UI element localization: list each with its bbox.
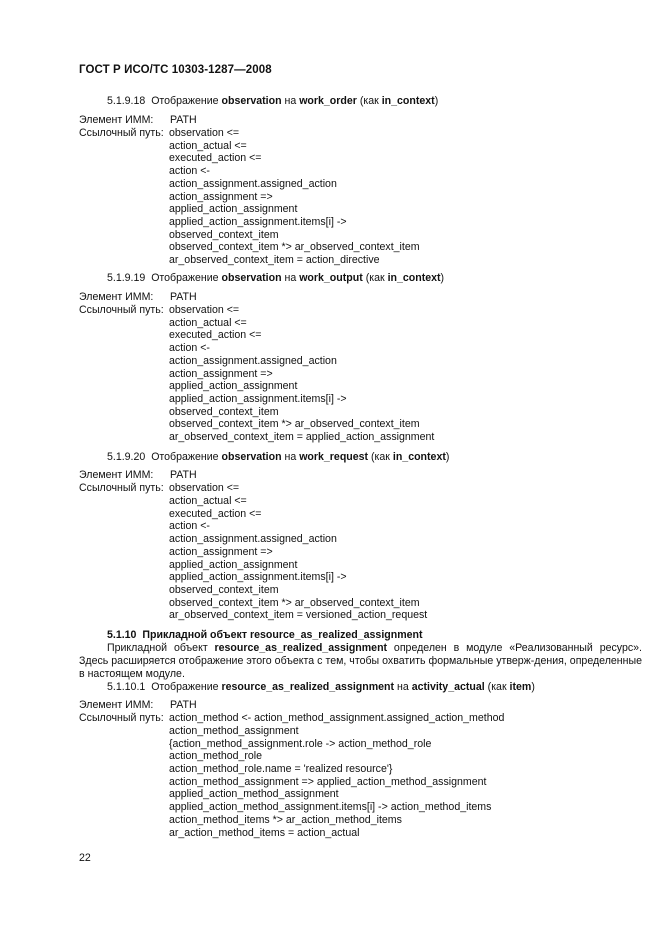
path-line: applied_action_assignment.items[i] ->: [169, 216, 347, 228]
path-line: action_assignment =>: [169, 368, 273, 380]
ref-path-label: Ссылочный путь:: [79, 304, 164, 316]
section-paragraph: Прикладной объект resource_as_realized_assignment определен в модуле «Реализованный ресурс». Здесь расширяется отображение этого объекта с тем, чтобы охватить формальные утверж-дения, определенные в настоящем модуле.: [79, 642, 642, 680]
path-line: action_assignment.assigned_action: [169, 355, 337, 367]
page-number: 22: [79, 852, 91, 864]
path-line: applied_action_method_assignment.items[i] -> action_method_items: [169, 801, 492, 813]
path-line: executed_action <=: [169, 508, 262, 520]
path-line: action_assignment =>: [169, 546, 273, 558]
document-header: ГОСТ Р ИСО/ТС 10303-1287—2008: [79, 64, 272, 76]
section-heading-5-1-9-19: 5.1.9.19 Отображение observation на work_output (как in_context): [107, 272, 445, 284]
path-line: applied_action_method_assignment: [169, 788, 339, 800]
path-line: applied_action_assignment: [169, 380, 298, 392]
element-label: Элемент ИММ:: [79, 469, 154, 481]
element-label: Элемент ИММ:: [79, 291, 154, 303]
path-line: observation <=: [169, 482, 240, 494]
path-line: action_method_assignment: [169, 725, 299, 737]
path-line: executed_action <=: [169, 152, 262, 164]
path-line: ar_action_method_items = action_actual: [169, 827, 360, 839]
section-heading-5-1-9-18: 5.1.9.18 Отображение observation на work_order (как in_context): [107, 95, 439, 107]
path-line: observation <=: [169, 304, 240, 316]
path-line: action_method_role.name = 'realized resource'}: [169, 763, 393, 775]
path-line: ar_observed_context_item = versioned_action_request: [169, 609, 428, 621]
path-line: action <-: [169, 165, 210, 177]
path-line: observed_context_item *> ar_observed_context_item: [169, 418, 420, 430]
element-label: Элемент ИММ:: [79, 114, 154, 126]
path-line: action_method_role: [169, 750, 263, 762]
path-line: applied_action_assignment: [169, 559, 298, 571]
path-line: action_actual <=: [169, 140, 247, 152]
ref-path-label: Ссылочный путь:: [79, 712, 164, 724]
path-line: action_method_assignment => applied_action_method_assignment: [169, 776, 487, 788]
section-heading-5-1-10-1: 5.1.10.1 Отображение resource_as_realized_assignment на activity_actual (как item): [107, 681, 535, 693]
path-line: observed_context_item *> ar_observed_context_item: [169, 241, 420, 253]
element-value: PATH: [170, 699, 197, 711]
path-line: observation <=: [169, 127, 240, 139]
path-line: applied_action_assignment: [169, 203, 298, 215]
element-value: PATH: [170, 291, 197, 303]
element-label: Элемент ИММ:: [79, 699, 154, 711]
section-heading-5-1-10: 5.1.10 Прикладной объект resource_as_realized_assignment: [107, 629, 423, 641]
ref-path-label: Ссылочный путь:: [79, 482, 164, 494]
path-line: applied_action_assignment.items[i] ->: [169, 571, 347, 583]
element-value: PATH: [170, 469, 197, 481]
path-line: applied_action_assignment.items[i] ->: [169, 393, 347, 405]
path-line: action_assignment.assigned_action: [169, 533, 337, 545]
element-value: PATH: [170, 114, 197, 126]
path-line: action_assignment =>: [169, 191, 273, 203]
path-line: observed_context_item: [169, 584, 279, 596]
path-line: action <-: [169, 342, 210, 354]
path-line: observed_context_item *> ar_observed_context_item: [169, 597, 420, 609]
path-line: action_method <- action_method_assignment.assigned_action_method: [169, 712, 505, 724]
path-line: observed_context_item: [169, 406, 279, 418]
path-line: ar_observed_context_item = applied_action_assignment: [169, 431, 435, 443]
path-line: {action_method_assignment.role -> action_method_role: [169, 738, 432, 750]
path-line: action_method_items *> ar_action_method_items: [169, 814, 402, 826]
path-line: action_assignment.assigned_action: [169, 178, 337, 190]
path-line: ar_observed_context_item = action_directive: [169, 254, 380, 266]
path-line: observed_context_item: [169, 229, 279, 241]
ref-path-label: Ссылочный путь:: [79, 127, 164, 139]
path-line: executed_action <=: [169, 329, 262, 341]
path-line: action_actual <=: [169, 495, 247, 507]
section-heading-5-1-9-20: 5.1.9.20 Отображение observation на work_request (как in_context): [107, 451, 450, 463]
path-line: action_actual <=: [169, 317, 247, 329]
path-line: action <-: [169, 520, 210, 532]
